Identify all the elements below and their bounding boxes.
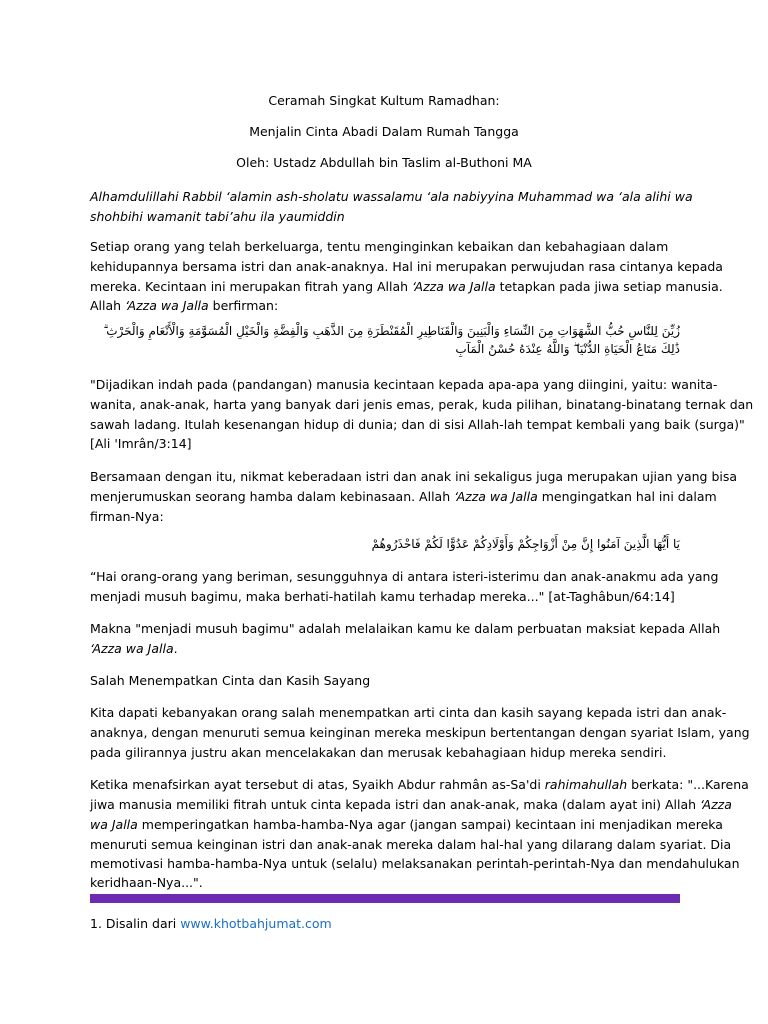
paragraph-line: Bersamaan dengan itu, nikmat keberadaan istri dan anak ini sekaligus juga merupakan ujian yang bisa: [90, 469, 738, 484]
footer-divider: [90, 894, 680, 903]
paragraph-line: kehidupannya bersama istri dan anak-anaknya. Hal ini merupakan perwujudan rasa cintanya kepada: [90, 259, 723, 274]
translation-line: wanita, anak-anak, harta yang banyak dari jenis emas, perak, kuda pilihan, binatang-binatang ternak dan: [90, 397, 754, 412]
paragraph-line: Kita dapati kebanyakan orang salah menempatkan arti cinta dan kasih sayang kepada istri dan anak-: [90, 705, 727, 720]
paragraph-line: wa Jalla memperingatkan hamba-hamba-Nya agar (jangan sampai) kecintaan ini menjadikan mereka: [90, 817, 723, 832]
source-link[interactable]: www.khotbahjumat.com: [180, 916, 332, 931]
paragraph-line: anaknya, dengan menuruti semua keinginan mereka meskipun bertentangan dengan syariat Islam, yang: [90, 725, 750, 740]
paragraph-line: ‘Azza wa Jalla.: [90, 641, 178, 656]
translation-line: sawah ladang. Itulah kesenangan hidup di dunia; dan di sisi Allah-lah tempat kembali yang baik (surga)": [90, 417, 745, 432]
translation-line: “Hai orang-orang yang beriman, sesungguhnya di antara isteri-isterimu dan anak-anakmu ada yang: [90, 569, 719, 584]
document-title: Ceramah Singkat Kultum Ramadhan:: [268, 93, 500, 108]
paragraph-line: Allah ‘Azza wa Jalla berfirman:: [90, 298, 279, 313]
paragraph-line: Makna "menjadi musuh bagimu" adalah melalaikan kamu ke dalam perbuatan maksiat kepada Allah: [90, 621, 721, 636]
paragraph-line: pada gilirannya justru akan mencelakakan dan merusak kebahagiaan hidup mereka sendiri.: [90, 745, 667, 760]
arabic-verse-1: زُيِّنَ لِلنَّاسِ حُبُّ الشَّهَوَاتِ مِنَ النِّسَاءِ وَالْبَنِينَ وَالْقَنَاطِيرِ الْمُقَنْطَرَةِ مِنَ الذَّهَبِ وَالْفِضَّةِ وَالْخَيْلِ الْمُسَوَّمَةِ وَالْأَنْعَامِ وَالْحَرْثِ ۗ ذَٰلِكَ مَتَاعُ الْحَيَاةِ الدُّنْيَا ۖ وَاللَّهُ عِنْدَهُ حُسْنُ الْمَآبِ: [103, 324, 680, 356]
paragraph-line: menjerumuskan seorang hamba dalam kebinasaan. Allah ‘Azza wa Jalla mengingatkan hal ini dalam: [90, 489, 717, 504]
paragraph-line: mereka. Kecintaan ini merupakan fitrah yang Allah ‘Azza wa Jalla tetapkan pada jiwa setiap manusia.: [90, 279, 723, 294]
paragraph-line: Setiap orang yang telah berkeluarga, tentu menginginkan kebaikan dan kebahagiaan dalam: [90, 239, 669, 254]
translation-line: [Ali 'Imrân/3:14]: [90, 436, 192, 451]
paragraph-line: menuruti semua keinginan istri dan anak-anak mereka dalam hal-hal yang dilarang dalam syariat. Dia: [90, 837, 732, 852]
paragraph-line: memotivasi hamba-hamba-Nya untuk (selalu) melaksanakan perintah-perintah-Nya dan mendahulukan: [90, 856, 740, 871]
document-subtitle: Menjalin Cinta Abadi Dalam Rumah Tangga: [249, 124, 519, 139]
paragraph-line: firman-Nya:: [90, 509, 164, 524]
footer-label: 1. Disalin dari: [90, 916, 181, 931]
translation-line: menjadi musuh bagimu, maka berhati-hatilah kamu terhadap mereka..." [at-Taghâbun/64:14]: [90, 589, 675, 604]
opening-line: shohbihi wamanit tabi’ahu ila yaumiddin: [90, 209, 345, 224]
opening-line: Alhamdulillahi Rabbil ‘alamin ash-sholatu wassalamu ‘ala nabiyyina Muhammad wa ‘ala alihi wa: [90, 189, 693, 204]
paragraph-line: jiwa manusia memiliki fitrah untuk cinta kepada istri dan anak-anak, maka (dalam ayat ini) Allah ‘Azza: [90, 797, 732, 812]
arabic-verse-2: يَا أَيُّهَا الَّذِينَ آمَنُوا إِنَّ مِنْ أَزْوَاجِكُمْ وَأَوْلَادِكُمْ عَدُوًّا لَكُمْ فَاحْذَرُوهُمْ: [371, 537, 680, 551]
paragraph-line: keridhaan-Nya...".: [90, 875, 203, 890]
paragraph-line: Ketika menafsirkan ayat tersebut di atas, Syaikh Abdur rahmân as-Sa'di rahimahullah berkata: "...Karena: [90, 777, 749, 792]
document-author: Oleh: Ustadz Abdullah bin Taslim al-Buthoni MA: [236, 155, 532, 170]
translation-line: "Dijadikan indah pada (pandangan) manusia kecintaan kepada apa-apa yang diingini, yaitu: wanita-: [90, 377, 718, 392]
footer-note: [90, 913, 332, 934]
section-heading: Salah Menempatkan Cinta dan Kasih Sayang: [90, 673, 371, 688]
